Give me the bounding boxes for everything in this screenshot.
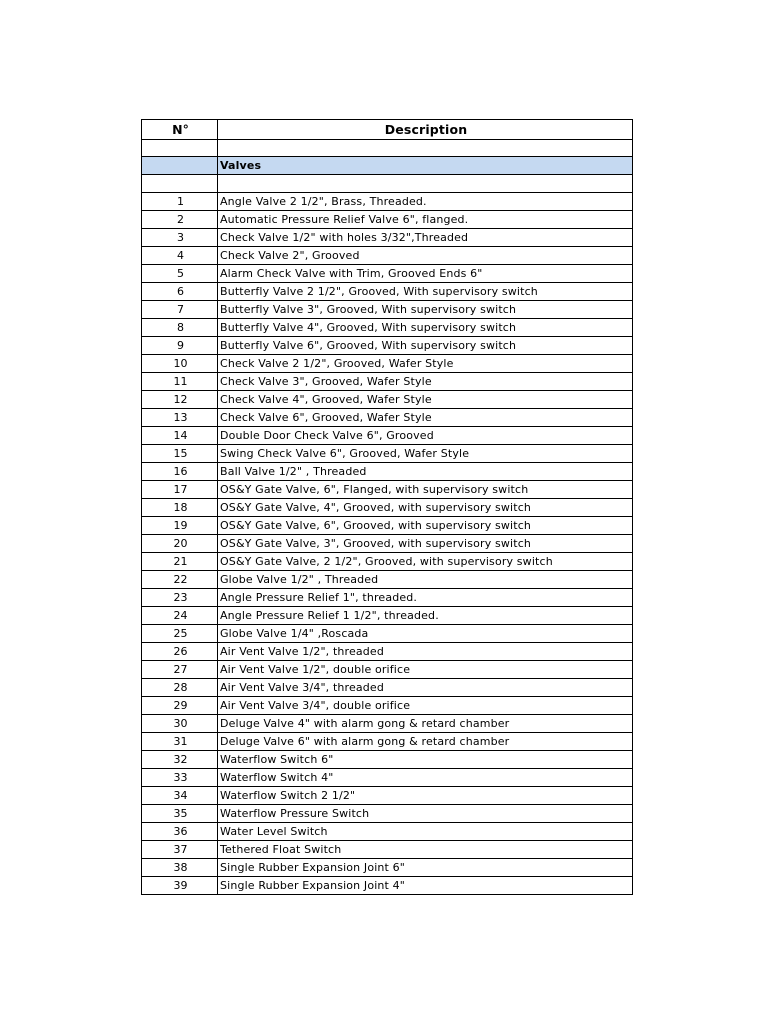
item-description: Air Vent Valve 3/4", threaded	[218, 678, 633, 696]
header-row	[142, 120, 633, 140]
item-number: 10	[142, 354, 218, 372]
table-row	[142, 426, 633, 444]
item-description: Water Level Switch	[218, 822, 633, 840]
item-description: Globe Valve 1/2" , Threaded	[218, 570, 633, 588]
item-description: Check Valve 2 1/2", Grooved, Wafer Style	[218, 354, 633, 372]
item-description: Double Door Check Valve 6", Grooved	[218, 426, 633, 444]
table-row	[142, 714, 633, 732]
blank-row	[142, 140, 633, 157]
item-number: 37	[142, 840, 218, 858]
item-number: 16	[142, 462, 218, 480]
blank-cell	[218, 140, 633, 157]
blank-cell	[218, 175, 633, 192]
item-number: 21	[142, 552, 218, 570]
table-row	[142, 696, 633, 714]
item-number: 15	[142, 444, 218, 462]
section-row	[142, 157, 633, 175]
item-description: Alarm Check Valve with Trim, Grooved Ends 6"	[218, 264, 633, 282]
item-number: 4	[142, 246, 218, 264]
table-row	[142, 642, 633, 660]
item-number: 2	[142, 210, 218, 228]
item-description: OS&Y Gate Valve, 6", Flanged, with supervisory switch	[218, 480, 633, 498]
table-row	[142, 318, 633, 336]
item-description: Check Valve 6", Grooved, Wafer Style	[218, 408, 633, 426]
table-row	[142, 588, 633, 606]
item-description: Check Valve 2", Grooved	[218, 246, 633, 264]
item-description: Angle Valve 2 1/2", Brass, Threaded.	[218, 192, 633, 210]
table-row	[142, 840, 633, 858]
item-number: 23	[142, 588, 218, 606]
section-number-cell	[142, 157, 218, 175]
item-number: 11	[142, 372, 218, 390]
item-number: 3	[142, 228, 218, 246]
table-row	[142, 444, 633, 462]
item-number: 33	[142, 768, 218, 786]
table-row	[142, 480, 633, 498]
item-description: Check Valve 1/2" with holes 3/32",Threaded	[218, 228, 633, 246]
table-row	[142, 246, 633, 264]
item-number: 12	[142, 390, 218, 408]
item-number: 1	[142, 192, 218, 210]
blank-row	[142, 175, 633, 192]
table-row	[142, 264, 633, 282]
item-description: Butterfly Valve 2 1/2", Grooved, With supervisory switch	[218, 282, 633, 300]
item-number: 29	[142, 696, 218, 714]
table-row	[142, 768, 633, 786]
item-number: 6	[142, 282, 218, 300]
table-row	[142, 660, 633, 678]
item-description: OS&Y Gate Valve, 2 1/2", Grooved, with supervisory switch	[218, 552, 633, 570]
table-row	[142, 876, 633, 894]
item-description: Single Rubber Expansion Joint 4"	[218, 876, 633, 894]
item-number: 34	[142, 786, 218, 804]
table-row	[142, 354, 633, 372]
item-description: Waterflow Switch 2 1/2"	[218, 786, 633, 804]
item-number: 26	[142, 642, 218, 660]
item-description: Air Vent Valve 3/4", double orifice	[218, 696, 633, 714]
item-number: 14	[142, 426, 218, 444]
table-row	[142, 462, 633, 480]
table-row	[142, 858, 633, 876]
table-row	[142, 390, 633, 408]
blank-cell	[142, 140, 218, 157]
table-row	[142, 822, 633, 840]
item-description: Butterfly Valve 6", Grooved, With supervisory switch	[218, 336, 633, 354]
item-description: Waterflow Switch 6"	[218, 750, 633, 768]
description-column-header: Description	[218, 120, 633, 140]
item-description: Globe Valve 1/4" ,Roscada	[218, 624, 633, 642]
item-description: Angle Pressure Relief 1 1/2", threaded.	[218, 606, 633, 624]
item-description: Check Valve 4", Grooved, Wafer Style	[218, 390, 633, 408]
table-row	[142, 192, 633, 210]
item-number: 32	[142, 750, 218, 768]
number-column-header: N°	[142, 120, 218, 140]
table-row	[142, 228, 633, 246]
item-description: Waterflow Switch 4"	[218, 768, 633, 786]
item-description: Butterfly Valve 3", Grooved, With supervisory switch	[218, 300, 633, 318]
item-number: 35	[142, 804, 218, 822]
item-number: 13	[142, 408, 218, 426]
table-row	[142, 786, 633, 804]
item-number: 38	[142, 858, 218, 876]
table-row	[142, 606, 633, 624]
item-number: 17	[142, 480, 218, 498]
item-number: 30	[142, 714, 218, 732]
item-description: Air Vent Valve 1/2", threaded	[218, 642, 633, 660]
table-row	[142, 408, 633, 426]
table-row	[142, 750, 633, 768]
table-row	[142, 570, 633, 588]
item-description: Waterflow Pressure Switch	[218, 804, 633, 822]
item-description: Butterfly Valve 4", Grooved, With supervisory switch	[218, 318, 633, 336]
table-row	[142, 282, 633, 300]
table-row	[142, 804, 633, 822]
item-description: OS&Y Gate Valve, 6", Grooved, with supervisory switch	[218, 516, 633, 534]
item-number: 8	[142, 318, 218, 336]
section-label: Valves	[218, 157, 633, 175]
item-number: 24	[142, 606, 218, 624]
valves-table	[141, 119, 633, 895]
item-number: 36	[142, 822, 218, 840]
table-row	[142, 300, 633, 318]
table-row	[142, 732, 633, 750]
item-number: 28	[142, 678, 218, 696]
item-description: Deluge Valve 6" with alarm gong & retard chamber	[218, 732, 633, 750]
item-number: 20	[142, 534, 218, 552]
item-number: 7	[142, 300, 218, 318]
item-number: 9	[142, 336, 218, 354]
item-description: Tethered Float Switch	[218, 840, 633, 858]
item-description: Deluge Valve 4" with alarm gong & retard chamber	[218, 714, 633, 732]
item-number: 22	[142, 570, 218, 588]
item-number: 27	[142, 660, 218, 678]
item-number: 18	[142, 498, 218, 516]
table-row	[142, 516, 633, 534]
item-number: 25	[142, 624, 218, 642]
item-description: Angle Pressure Relief 1", threaded.	[218, 588, 633, 606]
table-body	[142, 120, 633, 895]
item-number: 19	[142, 516, 218, 534]
table-row	[142, 372, 633, 390]
table-row	[142, 210, 633, 228]
item-description: Single Rubber Expansion Joint 6"	[218, 858, 633, 876]
item-number: 5	[142, 264, 218, 282]
blank-cell	[142, 175, 218, 192]
item-description: Automatic Pressure Relief Valve 6", flanged.	[218, 210, 633, 228]
item-description: Check Valve 3", Grooved, Wafer Style	[218, 372, 633, 390]
table-row	[142, 678, 633, 696]
table-row	[142, 534, 633, 552]
table-row	[142, 624, 633, 642]
item-number: 39	[142, 876, 218, 894]
item-description: Swing Check Valve 6", Grooved, Wafer Style	[218, 444, 633, 462]
table-row	[142, 552, 633, 570]
item-description: Ball Valve 1/2" , Threaded	[218, 462, 633, 480]
table-row	[142, 498, 633, 516]
table-row	[142, 336, 633, 354]
item-description: Air Vent Valve 1/2", double orifice	[218, 660, 633, 678]
item-description: OS&Y Gate Valve, 4", Grooved, with supervisory switch	[218, 498, 633, 516]
item-number: 31	[142, 732, 218, 750]
item-description: OS&Y Gate Valve, 3", Grooved, with supervisory switch	[218, 534, 633, 552]
